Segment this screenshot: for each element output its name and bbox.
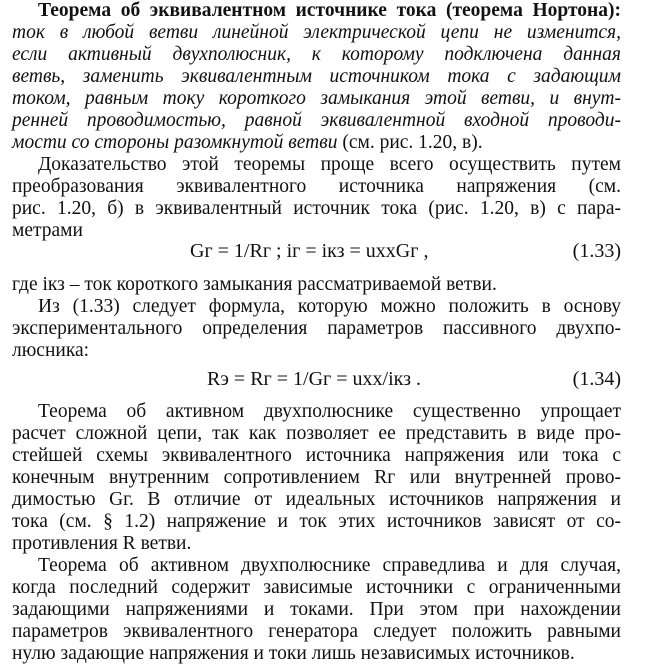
follow-line: люсника: [12, 340, 90, 361]
paragraph-3-line: димостью Gг. В отличие от идеальных источников напряжения и [12, 489, 621, 510]
theorem-text-line: если активный двухполюсник, к которому подключена данная [12, 44, 621, 65]
theorem-line-1 [38, 0, 621, 22]
paragraph-3-line: расчет сложной цепи, так как позволяет ее представить в виде про- [12, 423, 621, 444]
theorem-text-line: током, равным току короткого замыкания этой ветви, и внут- [12, 88, 621, 109]
proof-line: Доказательство этой теоремы проще всего осуществить путем [38, 154, 621, 175]
paragraph-3-line: тока (см. § 1.2) напряжение и ток этих источников зависят от со- [12, 511, 621, 532]
paragraph-4-line: Теорема об активном двухполюснике справедлива и для случая, [38, 555, 621, 576]
theorem-text-line: ветвь, заменить эквивалентным источником тока с задающим [12, 66, 621, 87]
paragraph-3-line: стейшей схемы эквивалентного источника напряжения или тока с [12, 445, 621, 466]
theorem-text-line: ренней проводимостью, равной эквивалентной входной проводи- [12, 110, 621, 131]
follow-line: Из (1.33) следует формула, которую можно положить в основу [38, 296, 621, 317]
proof-line: рис. 1.20, б) в эквивалентный источник тока (рис. 1.20, в) с пара- [12, 198, 621, 219]
paragraph-3-line: Теорема об активном двухполюснике существенно упрощает [38, 401, 621, 422]
paragraph-4-line: параметров эквивалентного генератора следует положить равными [12, 621, 621, 642]
theorem-text-end: мости со стороны разомкнутой ветви [12, 132, 338, 153]
equation-1-33: Gг = 1/Rг ; iг = iкз = uххGг , [190, 240, 429, 262]
follow-line: экспериментального определения параметров пассивного двухпо- [12, 318, 621, 339]
theorem-title: Теорема об эквивалентном источнике тока (теорема Нортона): [38, 0, 621, 21]
paragraph-4-line: задающими напряжениями и токами. При этом при нахождении [12, 599, 621, 620]
paragraph-4-line: нулю задающие напряжения и токи лишь независимых источников. [12, 643, 575, 664]
proof-line: метрами [12, 220, 83, 241]
theorem-text-line: ток в любой ветви линейной электрической цепи не изменится, [12, 22, 621, 43]
paragraph-4-line: когда последний содержит зависимые источники с ограниченными [12, 577, 621, 598]
paragraph-3-line: противления R ветви. [12, 533, 192, 554]
equation-1-34: Rэ = Rг = 1/Gг = uхх/iкз . [207, 368, 421, 390]
paragraph-3-line: конечным внутренним сопротивлением Rг или внутренней прово- [12, 467, 621, 488]
equation-number-1-33: (1.33) [572, 240, 621, 262]
theorem-text-line-last [12, 132, 621, 154]
equation-number-1-34: (1.34) [572, 368, 621, 390]
where-line: где iкз – ток короткого замыкания рассматриваемой ветви. [12, 274, 497, 295]
figure-reference: (см. рис. 1.20, в). [337, 132, 483, 153]
proof-line: преобразования эквивалентного источника напряжения (см. [12, 176, 621, 197]
